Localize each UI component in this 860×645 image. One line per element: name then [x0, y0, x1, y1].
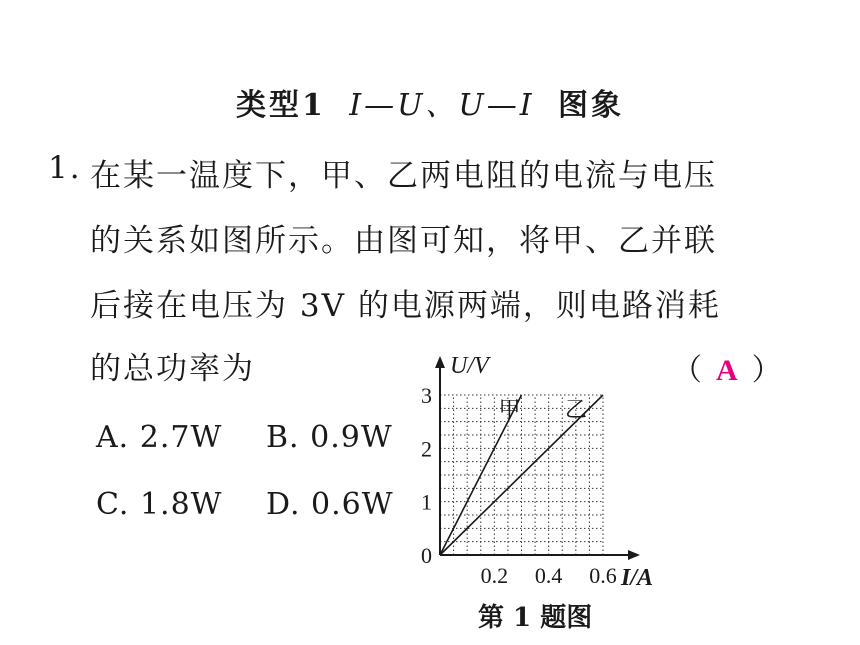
figure-caption: 第 1 题图	[478, 603, 593, 633]
choice-a: A. 2.7W	[96, 420, 223, 455]
section-title	[0, 80, 860, 124]
question-line-1: 在某一温度下，甲、乙两电阻的电流与电压	[90, 158, 717, 194]
y-tick-label: 2	[421, 436, 432, 462]
section-title-formula: I—U、U—I	[349, 88, 535, 123]
x-tick-label: 0.4	[534, 563, 563, 588]
y-tick-label: 1	[421, 489, 432, 515]
choice-c: C. 1.8W	[96, 487, 223, 522]
section-title-prefix: 类型1	[235, 88, 326, 123]
series-name-label: 甲	[498, 397, 521, 422]
ui-graph	[405, 355, 685, 595]
question-line-3: 后接在电压为 3V 的电源两端，则电路消耗	[90, 288, 721, 324]
answer-paren-open: （	[672, 353, 702, 388]
choice-d: D. 0.6W	[266, 487, 394, 522]
x-tick-label: 0.2	[480, 563, 509, 588]
x-axis-label: I/A	[621, 565, 654, 591]
series-name-label: 乙	[565, 397, 588, 422]
answer-value: A	[716, 354, 738, 387]
question-number: 1.	[48, 150, 82, 186]
question-line-2: 的关系如图所示。由图可知，将甲、乙并联	[90, 223, 717, 259]
choice-b: B. 0.9W	[266, 420, 393, 455]
section-title-suffix: 图象	[558, 88, 625, 123]
y-axis-arrow	[435, 356, 445, 368]
question-line-4: 的总功率为	[90, 351, 255, 387]
origin-label: 0	[421, 543, 432, 568]
answer-paren-close: ）	[751, 353, 782, 388]
x-tick-label: 0.6	[589, 563, 617, 588]
answer-bracket	[672, 345, 782, 389]
y-axis-label: U/V	[450, 355, 489, 379]
x-axis-arrow	[628, 550, 640, 560]
y-tick-label: 3	[421, 383, 432, 408]
